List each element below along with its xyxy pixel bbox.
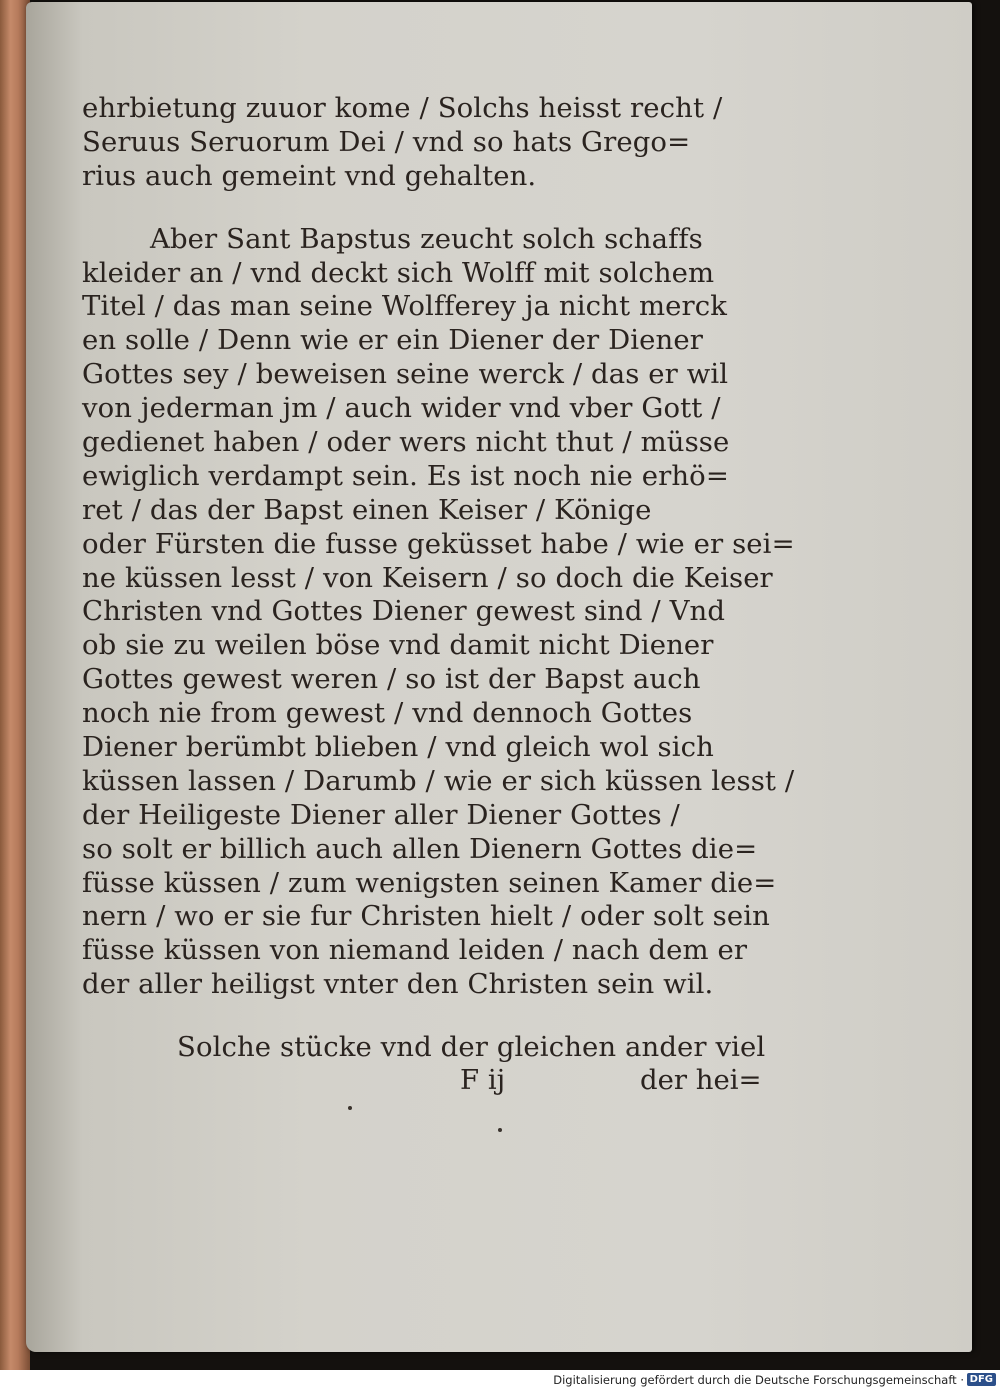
- text-line: Seruus Seruorum Dei / vnd so hats Grego=: [82, 125, 691, 158]
- text-line: ehrbietung zuuor kome / Solchs heisst recht /: [82, 92, 723, 124]
- paragraph-3: [82, 1031, 766, 1065]
- signature-mark: F ij: [460, 1064, 506, 1096]
- text-line: oder Fürsten die fusse geküsset habe / wie er sei=: [82, 527, 795, 560]
- text-line: füsse küssen von niemand leiden / nach dem er: [82, 934, 748, 967]
- text-line: küssen lassen / Darumb / wie er sich küssen lesst /: [82, 764, 795, 797]
- text-line: nern / wo er sie fur Christen hielt / oder solt sein: [82, 900, 770, 933]
- ink-speck: [348, 1106, 352, 1110]
- text-line: von jederman jm / auch wider vnd vber Gott /: [82, 392, 721, 425]
- text-line: Titel / das man seine Wolfferey ja nicht merck: [82, 290, 728, 323]
- page-text: [82, 92, 795, 1094]
- catchword: der hei=: [640, 1064, 762, 1096]
- ink-speck: [498, 1128, 502, 1132]
- text-line: gedienet haben / oder wers nicht thut / müsse: [82, 426, 730, 459]
- credit-bar: [0, 1370, 1000, 1392]
- paragraph-2: [82, 222, 795, 1002]
- dfg-logo: DFG: [967, 1373, 996, 1386]
- text-line: kleider an / vnd deckt sich Wolff mit solchem: [82, 256, 715, 289]
- text-line: ewiglich verdampt sein. Es ist noch nie erhö=: [82, 459, 729, 492]
- paragraph-1: [82, 92, 762, 194]
- text-line: Christen vnd Gottes Diener gewest sind / Vnd: [82, 595, 726, 628]
- text-line: der aller heiligst vnter den Christen sein wil.: [82, 968, 714, 1001]
- text-line: Gottes gewest weren / so ist der Bapst auch: [82, 663, 701, 696]
- text-line: füsse küssen / zum wenigsten seinen Kamer die=: [82, 866, 777, 899]
- text-line: ret / das der Bapst einen Keiser / Könige: [82, 493, 652, 526]
- text-line: der Heiligeste Diener aller Diener Gottes /: [82, 798, 680, 831]
- book-page: [26, 2, 972, 1352]
- text-line: noch nie from gewest / vnd dennoch Gottes: [82, 697, 693, 730]
- text-line: ne küssen lesst / von Keisern / so doch die Keiser: [82, 561, 773, 594]
- text-line: ob sie zu weilen böse vnd damit nicht Diener: [82, 629, 714, 662]
- text-line: Aber Sant Bapstus zeucht solch schaffs: [150, 222, 703, 255]
- text-line: Diener berümbt blieben / vnd gleich wol sich: [82, 731, 714, 764]
- funding-credit: Digitalisierung gefördert durch die Deutsche Forschungsgemeinschaft ·: [553, 1373, 964, 1387]
- text-line: so solt er billich auch allen Dienern Gottes die=: [82, 832, 758, 865]
- text-line: rius auch gemeint vnd gehalten.: [82, 159, 537, 192]
- text-line: Solche stücke vnd der gleichen ander viel: [177, 1031, 766, 1064]
- text-line: en solle / Denn wie er ein Diener der Diener: [82, 324, 703, 357]
- text-line: Gottes sey / beweisen seine werck / das er wil: [82, 358, 729, 391]
